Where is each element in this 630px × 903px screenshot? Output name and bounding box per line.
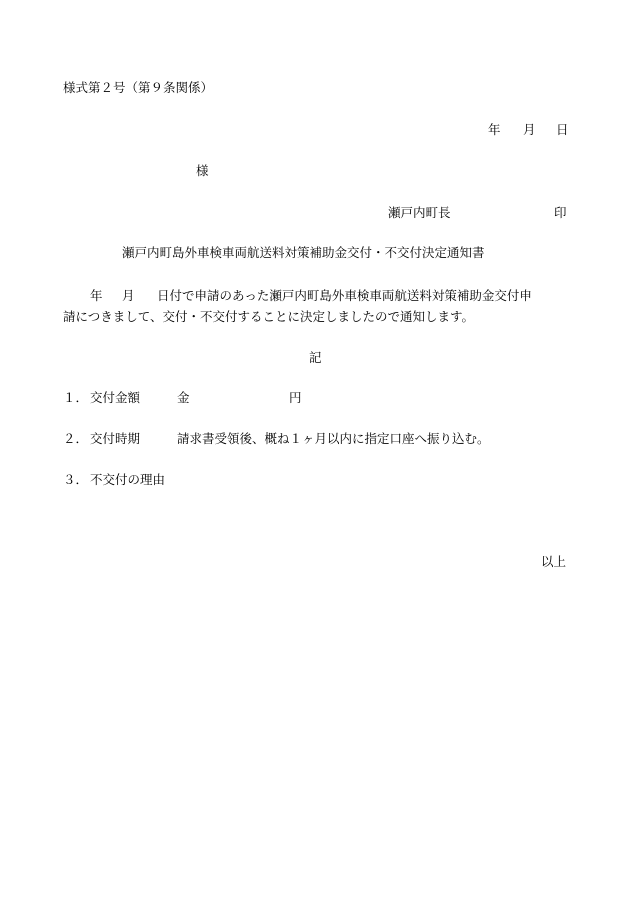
document-title: 瀬戸内町島外車検車両航送料対策補助金交付・不交付決定通知書 — [122, 245, 485, 260]
amount-prefix: 金 — [177, 390, 190, 405]
body-month: 月 — [122, 288, 135, 303]
item-label: 交付金額 — [90, 390, 141, 405]
form-number: 様式第２号（第９条関係） — [63, 80, 214, 95]
body-year: 年 — [90, 288, 103, 303]
item-number: ３． — [63, 472, 89, 487]
body-line2: 請につきまして、交付・不交付することに決定しましたので通知します。 — [63, 309, 475, 324]
seal-mark: 印 — [554, 205, 567, 220]
sender-title: 瀬戸内町長 — [388, 205, 451, 220]
item-number: １． — [63, 390, 89, 405]
closing-ijou: 以上 — [541, 554, 567, 569]
date-month: 月 — [523, 122, 536, 137]
date-year: 年 — [488, 122, 501, 137]
item-label: 不交付の理由 — [90, 472, 166, 487]
timing-value: 請求書受領後、概ね１ヶ月以内に指定口座へ振り込む。 — [177, 431, 490, 446]
body-line1: 日付で申請のあった瀬戸内町島外車検車両航送料対策補助金交付申 — [157, 288, 532, 303]
item-number: ２． — [63, 431, 89, 446]
date-day: 日 — [556, 122, 569, 137]
amount-suffix: 円 — [289, 390, 302, 405]
ki-heading: 記 — [309, 350, 322, 365]
addressee-suffix: 様 — [196, 163, 209, 178]
item-label: 交付時期 — [90, 431, 141, 446]
